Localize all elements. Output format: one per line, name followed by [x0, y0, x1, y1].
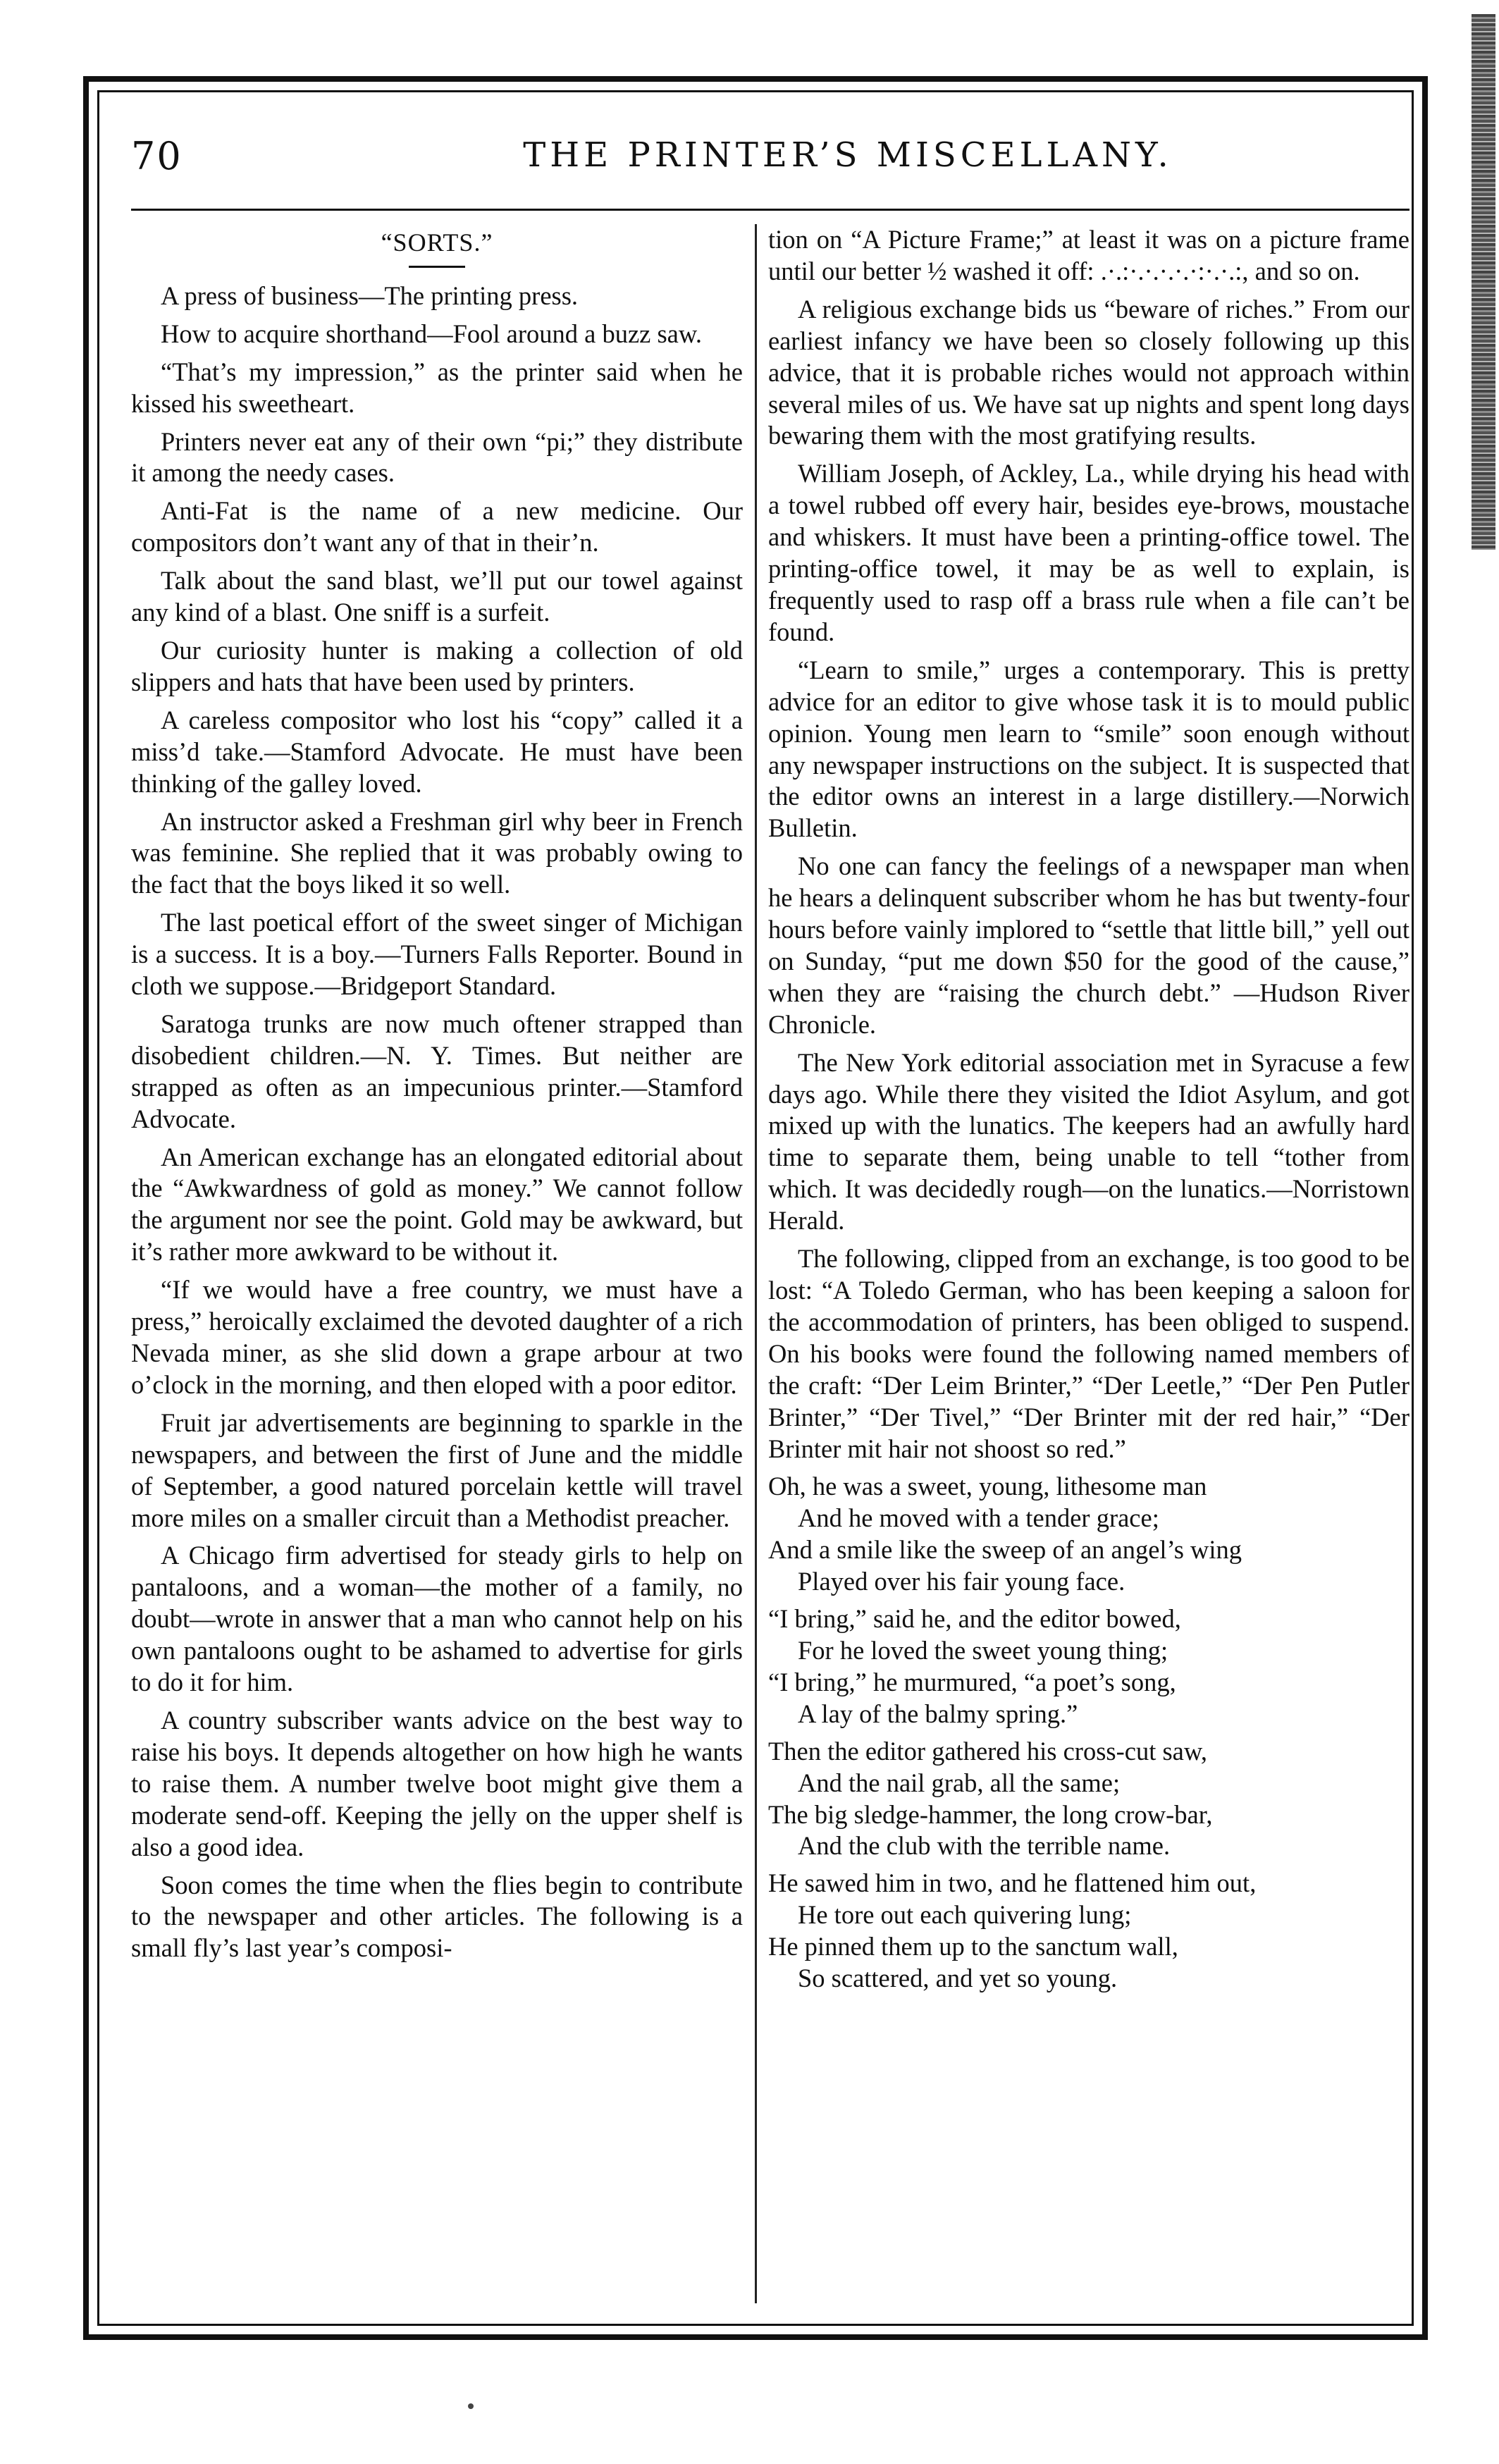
paragraph: The last poetical effort of the sweet singer of Michigan is a success. It is a boy.—Turners Falls Reporter. Bound in cloth we suppose.—Bridgeport Standard.: [131, 908, 743, 1001]
running-head: THE PRINTER’S MISCELLANY.: [523, 135, 1173, 175]
paragraph: How to acquire shorthand—Fool around a buzz saw.: [161, 319, 702, 348]
paragraph: A country subscriber wants advice on the best way to raise his boys. It depends altogether on how high he wants to raise them. A number twelve boot might give them a moderate send-off. Keeping the jelly on the upper shelf is also a good idea.: [131, 1705, 743, 1861]
paragraph: No one can fancy the feelings of a newspaper man when he hears a delinquent subscriber whom he has but twenty-four hours before vainly implored to “settle that little bill,” yell out on Sunday, “put me down $50 for the good of the cause,” when they are “raising the church debt.” —Hudson River Chronicle.: [768, 851, 1409, 1039]
paragraph: William Joseph, of Ackley, La., while drying his head with a towel rubbed off every hair, besides eye-brows, moustache and whiskers. It must have been a printing-office towel. The printing-office towel, it may be as well to explain, is frequently used to rasp off a brass rule when a file can’t be found.: [768, 459, 1409, 646]
title-rule: [409, 266, 465, 268]
column-divider: [755, 224, 757, 2303]
paragraph: “That’s my impression,” as the printer said when he kissed his sweetheart.: [131, 357, 743, 418]
poem-line: Then the editor gathered his cross-cut saw,: [768, 1736, 1207, 1766]
paragraph: Soon comes the time when the flies begin to contribute to the newspaper and other articles. The following is a small fly’s last year’s composi-: [131, 1870, 743, 1963]
paragraph: Saratoga trunks are now much oftener strapped than disobedient children.—N. Y. Times. But neither are strapped as often as an impecunious printer.—Stamford Advocate.: [131, 1009, 743, 1133]
poem-line: “I bring,” said he, and the editor bowed,: [768, 1604, 1181, 1634]
paragraph: The following, clipped from an exchange, is too good to be lost: “A Toledo German, who has been keeping a saloon for the accommodation of printers, has been obliged to suspend. On his books were found the following named members of the craft: “Der Leim Brinter,” “Der Leetle,” “Der Pen Putler Brinter,” “Der Tivel,” “Der Brinter mit der red hair,” “Der Brinter mit hair not shoost so red.”: [768, 1244, 1409, 1463]
poem-line: A lay of the balmy spring.”: [798, 1699, 1078, 1728]
poem-line: So scattered, and yet so young.: [798, 1964, 1118, 1993]
paragraph: Anti-Fat is the name of a new medicine. Our compositors don’t want any of that in their’n.: [131, 496, 743, 558]
poem-line: Oh, he was a sweet, young, lithesome man: [768, 1472, 1207, 1501]
paragraph: Fruit jar advertisements are beginning to sparkle in the newspapers, and between the first of June and the middle of September, a good natured porcelain kettle will travel more miles on a smaller circuit than a Methodist preacher.: [131, 1407, 743, 1532]
paragraph: “Learn to smile,” urges a contemporary. This is pretty advice for an editor to give whose task it is to mould public opinion. Young men learn to “smile” soon enough without any newspaper instructions on the subject. It is suspected that the editor owns an interest in a large distillery.—Norwich Bulletin.: [768, 655, 1409, 843]
paragraph: “If we would have a free country, we must have a press,” heroically exclaimed the devoted daughter of a rich Nevada miner, as she slid down a grape arbour at two o’clock in the morning, and then eloped with a poor editor.: [131, 1275, 743, 1399]
poem-line: And the club with the terrible name.: [798, 1831, 1171, 1861]
paragraph: A religious exchange bids us “beware of riches.” From our earliest infancy we have been so closely following up this advice, that it is probable riches would not approach within several miles of us. We have sat up nights and spent long days bewaring them with the most gratifying results.: [768, 294, 1409, 450]
poem-stanza: [768, 1736, 1409, 1863]
header-rule: [131, 209, 1409, 211]
paragraph: Talk about the sand blast, we’ll put our towel against any kind of a blast. One sniff is a surfeit.: [131, 566, 743, 627]
poem-line: “I bring,” he murmured, “a poet’s song,: [768, 1667, 1176, 1696]
poem-line: The big sledge-hammer, the long crow-bar,: [768, 1799, 1213, 1829]
paragraph: A press of business—The printing press.: [161, 281, 579, 310]
poem-stanza: [768, 1603, 1409, 1730]
poem-line: Played over his fair young face.: [798, 1567, 1125, 1596]
paragraph: An American exchange has an elongated editorial about the “Awkwardness of gold as money.” We cannot follow the argument nor see the point. Gold may be awkward, but it’s rather more awkward to be without it.: [131, 1142, 743, 1267]
paragraph: Our curiosity hunter is making a collection of old slippers and hats that have been used by printers.: [131, 635, 743, 696]
poem-stanza: [768, 1868, 1409, 1995]
paragraph: A careless compositor who lost his “copy” called it a miss’d take.—Stamford Advocate. He must have been thinking of the galley loved.: [131, 705, 743, 798]
print-speck: [468, 2403, 474, 2409]
right-column: [768, 224, 1409, 2000]
poem-line: He pinned them up to the sanctum wall,: [768, 1932, 1178, 1961]
poem-line: For he loved the sweet young thing;: [798, 1635, 1168, 1665]
paragraph: An instructor asked a Freshman girl why beer in French was feminine. She replied that it was probably owing to the fact that the boys liked it so well.: [131, 806, 743, 899]
paragraph: A Chicago firm advertised for steady girls to help on pantaloons, and a woman—the mother of a family, no doubt—wrote in answer that a man who cannot help on his own pantaloons ought to be ashamed to advertise for girls to do it for him.: [131, 1541, 743, 1697]
continued-paragraph: tion on “A Picture Frame;” at least it was on a picture frame until our better ½ washed it off: .·.:·.·.·.·.·:·.·.:, and so on.: [768, 225, 1409, 285]
poem-line: And he moved with a tender grace;: [798, 1503, 1159, 1533]
page-number: 70: [131, 134, 183, 178]
poem-line: And the nail grab, all the same;: [798, 1768, 1121, 1797]
poem-line: He tore out each quivering lung;: [798, 1900, 1132, 1930]
book-spine-edge: [1472, 14, 1495, 550]
paragraph: The New York editorial association met in Syracuse a few days ago. While there they visited the Idiot Asylum, and got mixed up with the lunatics. The keepers had an awfully hard time to separate them, being unable to tell “tother from which. It was decidedly rough—on the lunatics.—Norristown Herald.: [768, 1047, 1409, 1236]
poem-stanza: [768, 1471, 1409, 1598]
paragraph: Printers never eat any of their own “pi;” they distribute it among the needy cases.: [131, 426, 743, 488]
left-column: [131, 224, 743, 1971]
section-title: “SORTS.”: [381, 228, 493, 257]
poem-line: And a smile like the sweep of an angel’s wing: [768, 1535, 1242, 1565]
page-header: [131, 118, 1409, 182]
poem-line: He sawed him in two, and he flattened him out,: [768, 1868, 1257, 1898]
